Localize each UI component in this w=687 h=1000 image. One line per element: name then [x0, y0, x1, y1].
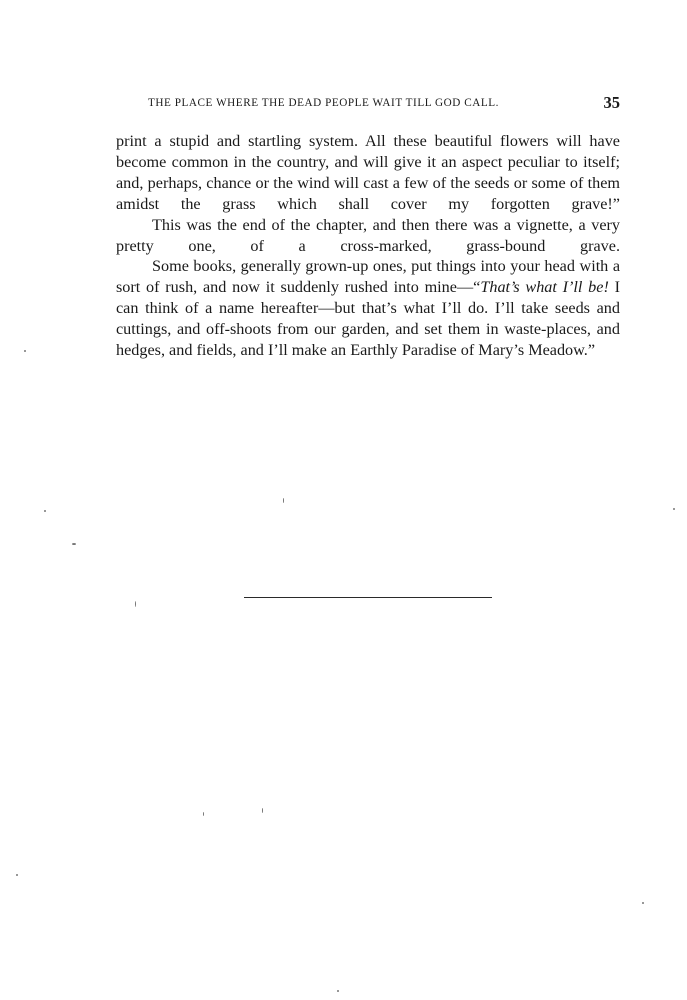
paragraph-3-emphasis: That’s what I’ll be!	[480, 278, 609, 297]
scan-speck	[673, 508, 675, 510]
scan-speck	[262, 808, 263, 813]
chapter-end-rule	[244, 597, 492, 598]
paragraph-3	[116, 256, 620, 361]
page-number: 35	[603, 93, 620, 112]
scan-speck	[203, 812, 204, 816]
running-title: THE PLACE WHERE THE DEAD PEOPLE WAIT TILL GOD CALL.	[148, 97, 500, 109]
scan-speck	[337, 990, 339, 992]
body-text	[116, 131, 620, 361]
scan-speck	[642, 902, 644, 904]
scan-speck	[135, 601, 136, 607]
paragraph-3-text-before: Some books, generally grown-up ones, put things into your head with a sort of rush, and now it suddenly rushed into mine—“	[116, 257, 620, 297]
paragraph-1: print a stupid and startling system. All these beautiful flowers will have become common in the country, and will give it an aspect peculiar to itself; and, perhaps, chance or the wind will cast a few of the seeds or some of them amidst the grass which shall cover my forgotten grave!”	[116, 132, 620, 213]
scan-speck	[283, 498, 284, 503]
scan-speck	[72, 543, 76, 545]
paragraph-3-text-after: I can think of a name hereafter—but that’s what I’ll do. I’ll take seeds and cuttings, and off-shoots from our garden, and set them in waste-places, and hedges, and fields, and I’ll make an Earthly Paradise of Mary’s Meadow.”	[116, 278, 621, 360]
scan-speck	[24, 350, 26, 352]
scan-speck	[44, 510, 46, 512]
scan-speck	[16, 874, 18, 876]
paragraph-2: This was the end of the chapter, and then there was a vignette, a very pretty one, of a cross-marked, grass-bound grave.	[116, 215, 620, 255]
running-header	[148, 93, 620, 115]
